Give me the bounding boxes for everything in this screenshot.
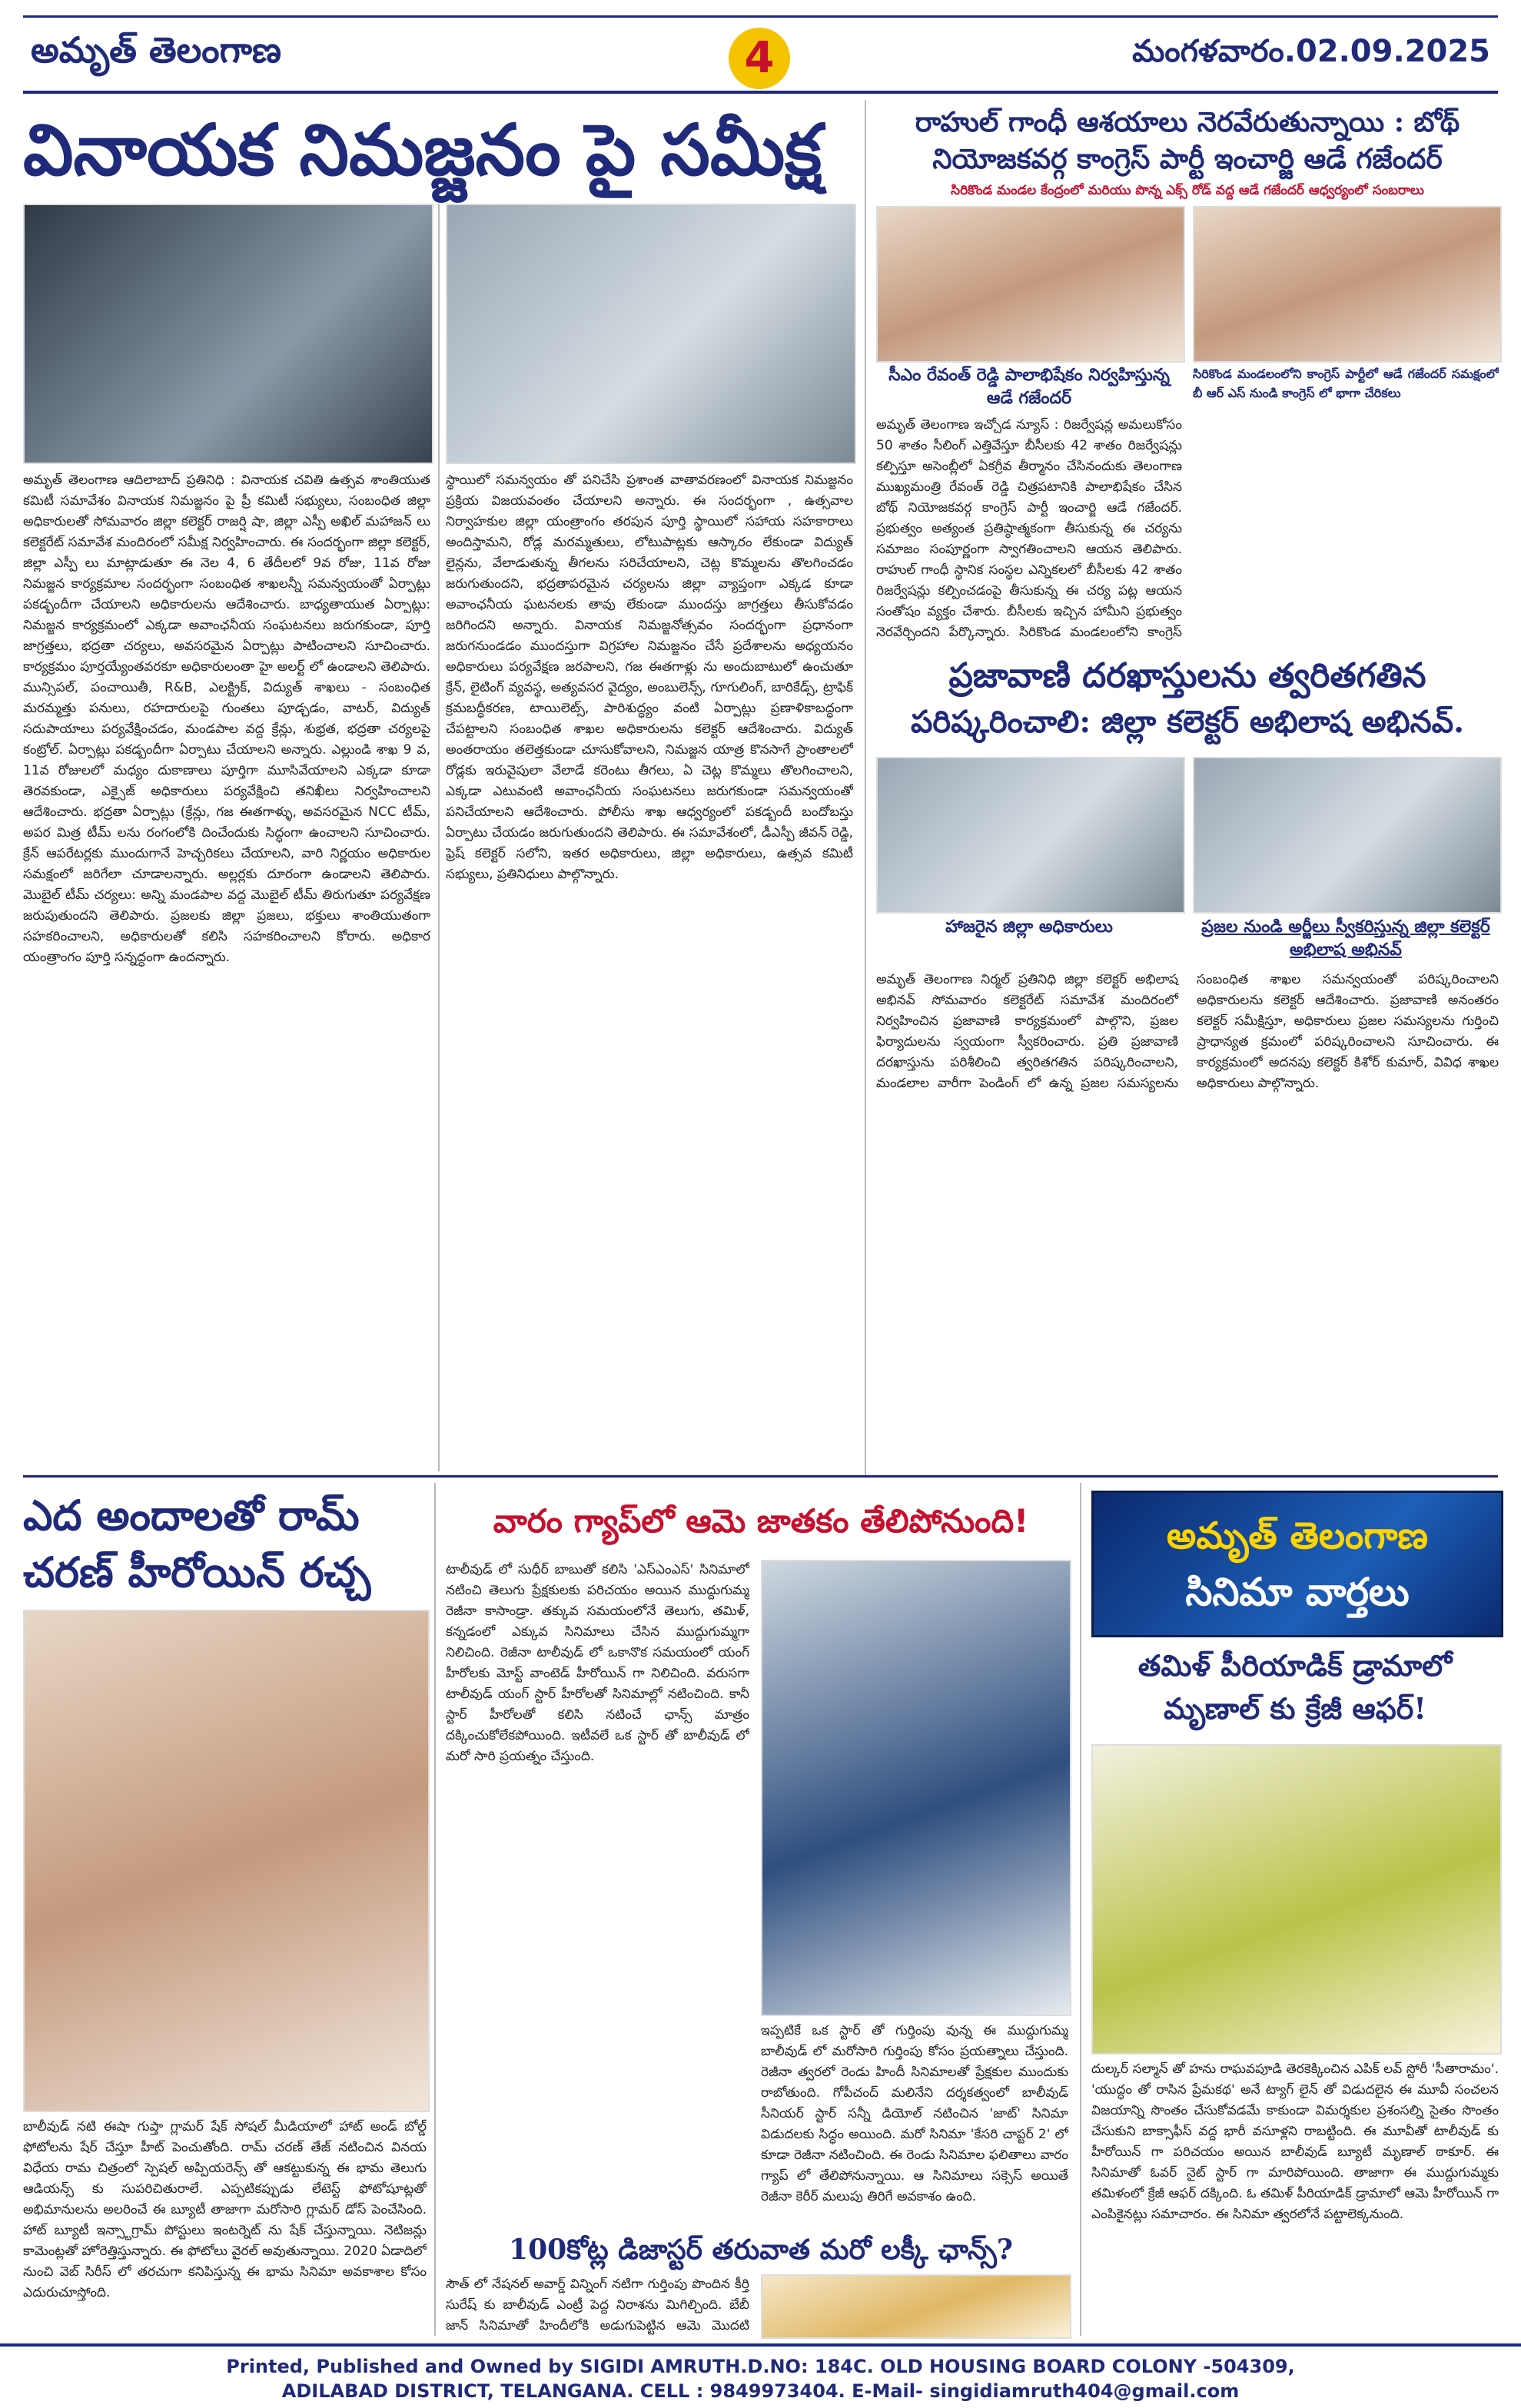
column-divider xyxy=(438,204,440,1471)
ganesh-headline: వినాయక నిమజ్జనం పై సమీక్ష xyxy=(23,108,822,191)
mrunal-headline-line2: మృణాల్ కు క్రేజీ ఆఫర్! xyxy=(1164,1691,1426,1726)
imprint-line2: ADILABAD DISTRICT, TELANGANA. CELL : 9849973404. E-Mail- singidiamruth404@gmail.com xyxy=(281,2380,1240,2402)
imprint-footer xyxy=(0,2343,1521,2408)
regina-headline: వారం గ్యాప్‌లో ఆమె జాతకం తేలిపోనుంది! xyxy=(493,1502,1029,1540)
prajavani-headline-line2: పరిష్కరించాలి: జిల్లా కలెక్టర్ అభిలాష అభినవ్. xyxy=(910,704,1465,740)
masthead xyxy=(0,0,1521,115)
congress-subline: సిరికొండ మండల కేంద్రంలో మరియు పొన్న ఎక్స్ రోడ్ వద్ద ఆడే గజేందర్ ఆధ్వర్యంలో సంబరాలు xyxy=(951,183,1424,198)
column-divider xyxy=(865,100,866,1475)
mrunal-photo xyxy=(1091,1744,1502,2055)
congress-joining-photo xyxy=(1193,206,1502,363)
congress-headline-line2: నియోజకవర్గ కాంగ్రెస్ పార్టీ ఇంచార్జి ఆడే గజేందర్ xyxy=(932,143,1443,175)
ganesh-meeting-photo xyxy=(23,204,433,464)
esha-gupta-photo xyxy=(23,1610,430,2112)
prajavani-officials-photo xyxy=(876,757,1185,914)
column-divider xyxy=(1080,1483,1081,2336)
regina-body-col1: టాలీవుడ్ లో సుధీర్ బాబుతో కలిసి 'ఎస్ఎంఎస్' సినిమాలో నటించి తెలుగు ప్రేక్షకులకు పరిచయం అయిన ముద్దుగుమ్మ రెజీనా కాసాండ్రా. తక్కువ సమయంలోనే తెలుగు, తమిళ్, కన్నడంలో ఎక్కువ సినిమాలు చేసిన ముద్దుగుమ్మగా నిలిచింది. రెజీనా టాలీవుడ్ లో ఒకానొక సమయంలో యంగ్ హీరోలకు మోస్ట్ వాంటెడ్ హీరోయిన్ గా నిలిచింది. వరుసగా టాలీవుడ్ యంగ్ స్టార్ హీరోలతో సినిమాల్లో నటించింది. కానీ స్టార్ హీరోలతో కలిసి నటించే ఛాన్స్ మాత్రం దక్కించుకోలేకపోయింది. ఇటీవలే ఒక స్టార్ తో బాలీవుడ్ లో మరో సారి ప్రయత్నం చేస్తుంది. xyxy=(446,1562,749,1764)
issue-date: మంగళవారం.02.09.2025 xyxy=(1132,34,1490,69)
masthead-bottom-rule xyxy=(23,91,1498,94)
keerthy-suresh-photo xyxy=(761,2274,1071,2339)
ganesh-body-col1: అమృత్ తెలంగాణ ఆదిలాబాద్ ప్రతినిధి : వినాయక చవితి ఉత్సవ శాంతియుత కమిటీ సమావేశం వినాయక నిమజ్జనం పై ప్రీ కమిటీ సభ్యులు, సంబంధిత జిల్లా అధికారులతో సోమవారం జిల్లా కలెక్టర్ రాజర్షి షా, జిల్లా ఎస్పీ అఖిల్ మహాజన్ లు కలెక్టరేట్ సమావేశ మందిరంలో సమీక్ష నిర్వహించారు. ఈ సందర్భంగా జిల్లా కలెక్టర్, జిల్లా ఎస్పీ లు మాట్లాడుతూ ఈ నెల 4, 6 తేదీలలో 9వ రోజు, 11వ రోజు నిమజ్జన కార్యక్రమాల సందర్భంగా సంబంధిత శాఖలన్నీ సమన్వయంతో ఏర్పాట్లు పకడ్బందీగా చేయాలని అధికారులను ఆదేశించారు. బాధ్యతాయుత ఏర్పాట్లు: నిమజ్జన కార్యక్రమంలో ఎక్కడా అవాంఛనీయ సంఘటనలు జరుగకుండా, పూర్తి జాగ్రత్తలు, భద్రతా చర్యలు, అవసరమైన ఏర్పాట్లు పాటించాలని సూచించారు. కార్యక్రమం పూర్తయ్యేంతవరకూ అధికారులంతా హై అలర్ట్ లో ఉండాలని తెలిపారు. మున్సిపల్, పంచాయితీ, R&B, ఎలక్ట్రిక్, విద్యుత్ శాఖలు - సంబంధిత మరమ్మత్తు పనులు, రహదారులపై గుంతలు పూడ్చడం, వాటర్, విద్యుత్ సదుపాయాలు పర్యవేక్షించడం, మండపాల వద్ద క్రేన్లు, శుభ్రత, భద్రతా చర్యలపై కంట్రోల్. ఏర్పాట్లు పకడ్బందీగా ఏర్పాటు చేయాలని అన్నారు. ఎల్లుండి శాఖ 9 వ, 11వ రోజులలో మధ్యం దుకాణాలు పూర్తిగా మూసివేయాలని ఎక్కడా కూడా తెరవకుండా, ఎక్సైజ్ అధికారులు పర్యవేక్షించి తనిఖీలు నిర్వహించాలని ఆదేశించారు. భద్రతా ఏర్పాట్లు (క్రేన్లు, గజ ఈతగాళ్ళు, అవసరమైన NCC టీమ్, అపర మిత్ర టీమ్ లను రంగంలోకి దించేందుకు సిద్ధంగా ఉంచాలని సూచించారు. క్రేన్ ఆపరేటర్లకు ముందుగానే హెచ్చరికలు చేయాలని, వారి నిర్ణయం అధికారుల సమక్షంలో జరిగేలా చూడాలన్నారు. అల్లర్లకు దూరంగా ఉండాలని తెలిపారు. మొబైల్ టీమ్ చర్యలు: అన్ని మండపాల వద్ద మొబైల్ టీమ్ తిరుగుతూ పర్యవేక్షణ జరుపుతుందని తెలిపారు. ప్రజలకు జిల్లా ప్రజలు, భక్తులు శాంతియుతంగా సహకరించాలని, అధికారులతో కలిసి సహకరించాలని కోరారు. అధికార యంత్రాంగం పూర్తి సన్నద్ధంగా ఉందన్నారు. xyxy=(23,473,430,965)
mrunal-body: దుల్కర్ సల్మాన్ తో హను రాఘవపూడి తెరకెక్కించిన ఎపిక్ లవ్ స్టోరీ 'సీతారామం'. 'యుద్ధం తో రాసిన ప్రేమకథ' అనే ట్యాగ్ లైన్ తో విడుదలైన ఈ మూవీ సంచలన విజయాన్ని సొంతం చేసుకోవడమే కాకుండా విమర్శకుల ప్రశంసల్ని సైతం సొంతం చేసుకుని బాక్సాఫీస్ వద్ద భారీ వసూళ్లని రాబట్టింది. ఈ మూవీతో టాలీవుడ్ కు హీరోయిన్ గా పరిచయం అయిన బాలీవుడ్ బ్యూటీ మృణాల్ ఠాకూర్. ఈ సినిమాతో ఓవర్ నైట్ స్టార్ గా మారిపోయింది. తాజాగా ఈ ముద్దుగుమ్మకు తమిళంలో క్రేజీ ఆఫర్ దక్కింది. ఓ తమిళ్ పీరియాడిక్ డ్రామాలో ఆమె హీరోయిన్ గా ఎంపికైనట్లు సమాచారం. ఈ సినిమా త్వరలోనే పట్టాలెక్కనుంది. xyxy=(1091,2061,1499,2222)
ganesh-videoconference-photo xyxy=(446,204,856,464)
regina-photo xyxy=(761,1560,1071,2016)
cinema-banner-paper-name: అమృత్ తెలంగాణ xyxy=(1166,1514,1429,1557)
congress-caption-left: సీఎం రేవంత్ రెడ్డి పాలాభిషేకం నిర్వహిస్తున్న ఆడే గజేందర్ xyxy=(888,366,1170,408)
ganesh-body-col2: స్థాయిలో సమన్వయం తో పనిచేసి ప్రశాంత వాతావరణంలో వినాయక నిమజ్జనం ప్రక్రియ విజయవంతం చేయాలని అన్నారు. ఈ సందర్భంగా , ఉత్సవాల నిర్వాహకుల జిల్లా యంత్రాంగం తరపున పూర్తి స్థాయిలో సహాయ సహకారాలు అందిస్తామని, రోడ్ల మరమ్మతులు, లోటుపాట్లకు ఆస్కారం లేకుండా విద్యుత్ లైన్లను, వేలాడుతున్న తీగలను సరిచేయాలని, చెట్ల కొమ్మలను తొలగించడం జరుగుతుందని, భద్రతాపరమైన చర్యలను జిల్లా వ్యాప్తంగా ఎక్కడ కూడా అవాంఛనీయ ఘటనలకు తావు లేకుండా ముందస్తు జాగ్రత్తలు తీసుకోవడం జరిగిందని అన్నారు. వినాయక నిమజ్జనోత్సవం సందర్భంగా ప్రధానంగా జరుగనుండడం ముందస్తుగా విగ్రహాల నిమజ్జనం చేసే ప్రదేశాలను అధ్యయనం అధికారులు పర్యవేక్షణ జరపాలని, గజ ఈతగాళ్లు ను అందుబాటులో ఉంచుతూ క్రేన్, లైటింగ్ వ్యవస్థ, అత్యవసర వైద్యం, అంబులెన్స్, గూగులింగ్, బారికేడ్స్, ట్రాఫిక్ క్రమబద్ధీకరణ, టాయిలెట్స్, పారిశుద్ధ్యం వంటి ఏర్పాట్లు ప్రణాళికాబద్ధంగా చేపట్టాలని సంబంధిత శాఖల అధికారులను కలెక్టర్ ఆదేశించారు. విద్యుత్ అంతరాయం తలెత్తకుండా చూసుకోవాలని, నిమజ్జన యాత్ర కొనసాగే ప్రాంతాలలో రోడ్లకు ఇరువైపులా వేలాడే కరెంటు తీగలు, ఏ చెట్ల కొమ్మలు తొలగించాలని, ఎక్కడా ఎటువంటి అవాంఛనీయ సంఘటనలు జరుగకుండా సమన్వయంతో పనిచేయాలని ఆదేశించారు. పోలీసు శాఖ ఆధ్వర్యంలో పకడ్బందీ బందోబస్తు ఏర్పాటు చేయడం జరుగుతుందని తెలిపారు. ఈ సమావేశంలో, డీఎస్పీ జీవన్ రెడ్డి, ఫ్రెష్ కలెక్టర్ సలోని, ఇతర అధికారులు, జిల్లా అధికారులు, ఉత్సవ కమిటీ సభ్యులు, ప్రతినిధులు పాల్గొన్నారు. xyxy=(446,473,853,882)
prajavani-caption-right: ప్రజల నుండి అర్జీలు స్వీకరిస్తున్న జిల్లా కలెక్టర్ అభిలాష అభినవ్ xyxy=(1201,917,1490,960)
regina-body-col2: ఇప్పటికే ఒక స్టార్ తో గుర్తింపు వున్న ఈ ముద్దుగుమ్మ బాలీవుడ్ లో మరోసారి గుర్తింపు కోసం ప్రయత్నాలు చేస్తుంది. రెజీనా త్వరలో రెండు హిందీ సినిమాలతో ప్రేక్షకుల ముందుకు రాబోతుంది. గోపీచంద్ మలినేని దర్శకత్వంలో బాలీవుడ్ సీనియర్ స్టార్ సన్నీ డియోల్ నటించిన 'జాట్' సినిమా విడుదలకు సిద్ధం అయింది. మరో సినిమా 'కేసరి చాప్టర్ 2' లో కూడా రెజీనా నటించింది. ఈ రెండు సినిమాల ఫలితాలు వారం గ్యాప్ లో తేలిపోనున్నాయి. ఆ సినిమాలు సక్సెస్ అయితే రెజీనా కెరీర్ మలుపు తిరిగే అవకాశం ఉంది. xyxy=(761,2023,1068,2204)
congress-caption-and-body xyxy=(1193,364,1499,645)
lucky-chance-headline: 100కోట్ల డిజాస్టర్ తరువాత మరో లక్కీ ఛాన్స్? xyxy=(509,2234,1013,2266)
lucky-chance-body: సౌత్ లో నేషనల్ అవార్డ్ విన్నింగ్ నటిగా గుర్తింపు పొందిన కీర్తి సురేష్ కు బాలీవుడ్ ఎంట్రీ పెద్ద నిరాశను మిగిల్చింది. బేబీ జాన్ సినిమాతో హిందీలోకి అడుగుపెట్టిన ఆమె మొదటి xyxy=(446,2277,749,2333)
section-divider xyxy=(23,1475,1498,1478)
congress-headline-line1: రాహుల్ గాంధీ ఆశయాలు నెరవేరుతున్నాయి : బోథ్ xyxy=(915,106,1460,138)
paper-name: అమృత్ తెలంగాణ xyxy=(31,29,281,71)
prajavani-caption-left: హాజరైన జిల్లా అధికారులు xyxy=(945,917,1113,937)
prajavani-headline-line1: ప్రజావాణి దరఖాస్తులను త్వరితగతిన xyxy=(948,656,1426,695)
column-divider xyxy=(434,1483,436,2336)
cinema-news-banner xyxy=(1091,1491,1503,1637)
prajavani-collector-photo xyxy=(1193,757,1502,914)
ram-charan-body: బాలీవుడ్ నటి ఈషా గుప్తా గ్లామర్ షేక్ సోషల్ మీడియాలో హాట్ అండ్ బోల్డ్ ఫోటోలను షేర్ చేస్తూ హీట్ పెంచుతోంది. రామ్ చరణ్ తేజ్ నటించిన వినయ విధేయ రామ చిత్రంలో స్పెషల్ అప్పియరెన్స్ తో ఆకట్టుకున్న ఈ భామ తెలుగు ఆడియన్స్ కు సుపరిచితురాలే. ఎప్పటికప్పుడు లేటెస్ట్ ఫోటోషూట్లతో అభిమానులను అలరించే ఈ బ్యూటీ తాజాగా మరోసారి గ్లామర్ డోస్ పెంచేసింది. హాట్ బ్యూటీ ఇన్స్టాగ్రామ్ పోస్టులు ఇంటర్నెట్ ను షేక్ చేస్తున్నాయి. నెటిజన్లు కామెంట్లతో హోరెత్తిస్తున్నారు. ఈ ఫోటోలు వైరల్ అవుతున్నాయి. 2020 ఏడాదిలో నుంచి వెబ్ సిరీస్ లో తరచుగా కనిపిస్తున్న ఈ భామ సినిమా అవకాశాల కోసం ఎదురుచూస్తోంది. xyxy=(23,2119,427,2300)
imprint-line1: Printed, Published and Owned by SIGIDI AMRUTH.D.NO: 184C. OLD HOUSING BOARD COLONY -504309, xyxy=(226,2356,1295,2377)
congress-body-col1: అమృత్ తెలంగాణ ఇచ్చోడ న్యూస్ : రిజర్వేషన్ల అమలుకోసం 50 శాతం సీలింగ్ ఎత్తివేస్తూ బీసీలకు 42 శాతం రిజర్వేషన్లు కల్పిస్తూ అసెంబ్లీలో ఏకగ్రీవ తీర్మానం చేసినందుకు తెలంగాణ ముఖ్యమంత్రి రేవంత్ రెడ్డి చిత్రపటానికి పాలాభిషేకం చేసిన బోథ్ నియోజకవర్గ కాంగ్రెస్ పార్టీ ఇంచార్జి ఆడే గజేందర్. ప్రభుత్వం అత్యంత ప్రతిష్ఠాత్మకంగా తీసుకున్న ఈ చర్యను సమాజం సంపూర్ణంగా స్వాగతించాలని ఆయన తెలిపారు. రాహుల్ గాంధీ స్థానిక సంస్థల ఎన్నికలలో బీసీలకు 42 శాతం రిజర్వేషన్లు కల్పించడంపై తీసుకున్న ఈ చర్య పట్ల ఆయన సంతోషం వ్యక్తం చేశారు. బీసీలకు ఇచ్చిన హామీని ప్రభుత్వం నెరవేర్చిందని పేర్కొన్నారు. సిరికొండ మండలంలోని కాంగ్రెస్ xyxy=(876,417,1182,640)
masthead-top-rule xyxy=(23,15,1498,18)
prajavani-body: అమృత్ తెలంగాణ నిర్మల్ ప్రతినిధి జిల్లా కలెక్టర్ అభిలాష అభినవ్ సోమవారం కలెక్టరేట్ సమావేశ మందిరంలో నిర్వహించిన ప్రజావాణి కార్యక్రమంలో పాల్గొని, ప్రజల ఫిర్యాదులను స్వయంగా స్వీకరించారు. ప్రతి ప్రజావాణి దరఖాస్తును పరిశీలించి త్వరితగతిన పరిష్కరించాలని, మండలాల వారీగా పెండింగ్ లో ఉన్న ప్రజల సమస్యలను సంబంధిత శాఖల సమన్వయంతో పరిష్కరించాలని అధికారులను కలెక్టర్ ఆదేశించారు. ప్రజావాణి అనంతరం కలెక్టర్ సమీక్షిస్తూ, అధికారులు ప్రజల సమస్యలను గుర్తించి ప్రాధాన్యత క్రమంలో పరిష్కరించాలని సూచించారు. ఈ కార్యక్రమంలో అదనపు కలెక్టర్ కిశోర్ కుమార్, వివిధ శాఖల అధికారులు పాల్గొన్నారు. xyxy=(876,972,1499,1091)
congress-caption-right: సిరికొండ మండలంలోని కాంగ్రెస్ పార్టీలో ఆడే గజేందర్ సమక్షంలో బీ ఆర్ ఎస్ నుండి కాంగ్రెస్ లో భాగా చేరికలు xyxy=(1193,367,1499,400)
page-number: 4 xyxy=(729,28,790,89)
ram-charan-headline: ఎద అందాలతో రామ్ చరణ్ హీరోయిన్ రచ్చ xyxy=(23,1491,371,1597)
mrunal-headline-line1: తమిళ్ పీరియాడిక్ డ్రామాలో xyxy=(1137,1648,1453,1683)
congress-palabhishekam-photo xyxy=(876,206,1185,363)
cinema-banner-title: సినిమా వార్తలు xyxy=(1185,1570,1410,1614)
